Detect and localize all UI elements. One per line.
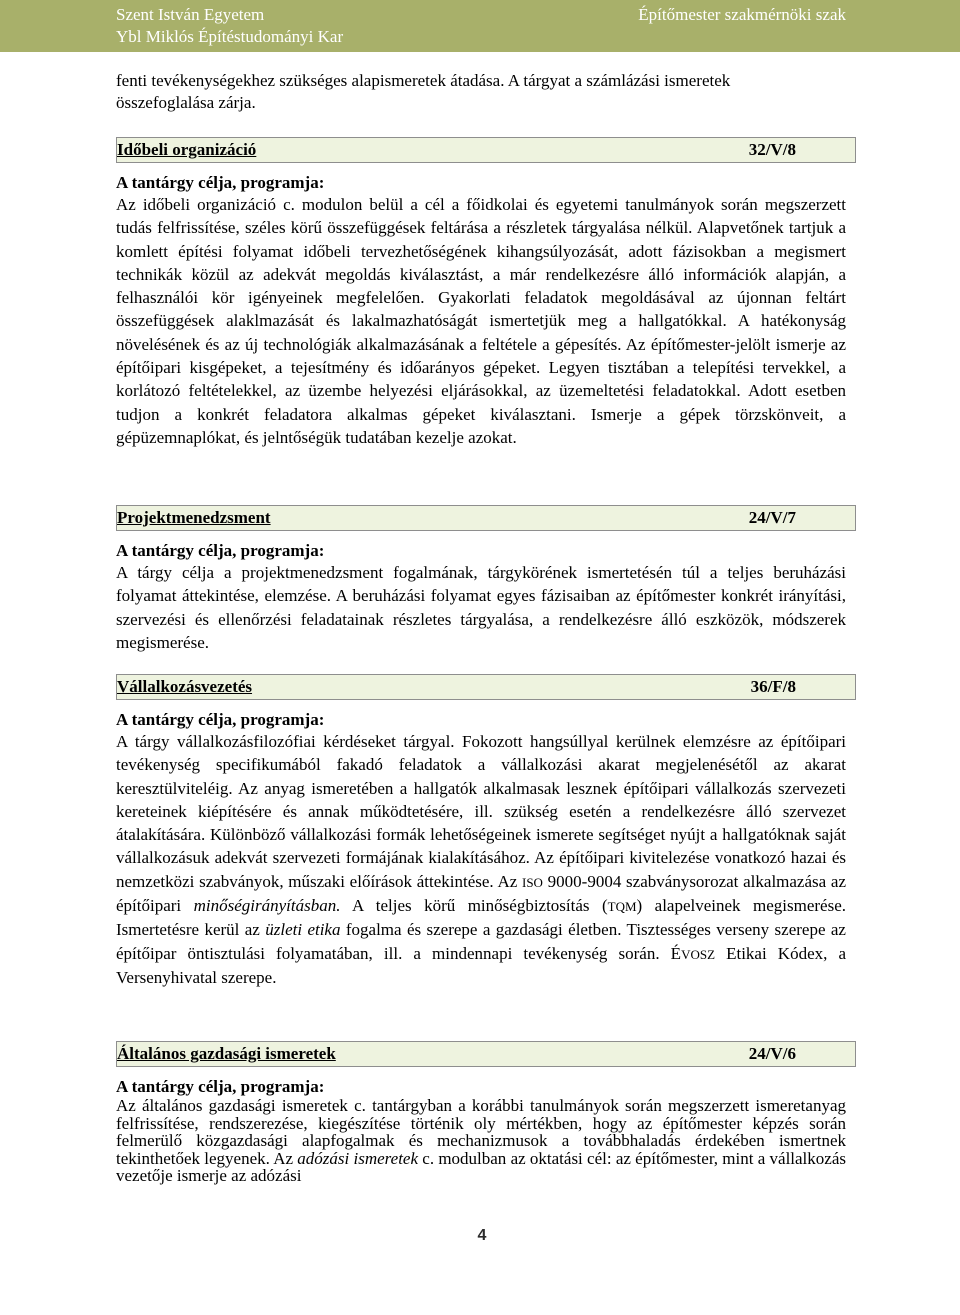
course-title-bar: [116, 674, 856, 700]
course-subtitle: A tantárgy célja, programja:: [116, 1077, 325, 1096]
course-title-bar: [116, 137, 856, 163]
course-code: 24/V/7: [748, 508, 796, 527]
course-code: 36/F/8: [750, 677, 796, 696]
course-subtitle: A tantárgy célja, programja:: [116, 710, 325, 729]
abbreviation-evosz: VOSZ: [681, 946, 716, 962]
course-subtitle: A tantárgy célja, programja:: [116, 173, 325, 192]
faculty-name: Ybl Miklós Építéstudományi Kar: [116, 27, 344, 46]
intro-line-1: fenti tevékenységekhez szükséges alapismeretek átadása. A tárgyat a számlázási ismeretek: [116, 71, 731, 90]
abbreviation-tqm: TQM: [607, 899, 637, 915]
course-section-idobeli-organizacio: [116, 137, 856, 449]
page-header: [0, 0, 960, 52]
text-segment: c. modulban az oktatási cél: az építőmester, mint a vállalkozás vezetője ismerje az adózási: [116, 1148, 846, 1185]
course-title-bar: [116, 505, 856, 531]
intro-line-2: összefoglalása zárja.: [116, 92, 256, 112]
course-title: Projektmenedzsment: [117, 508, 271, 527]
course-title-bar: [116, 1041, 856, 1067]
text-segment: Etikai Kódex, a Versenyhivatal szerepe.: [116, 943, 847, 987]
course-title: Általános gazdasági ismeretek: [117, 1044, 336, 1063]
emphasis-term: üzleti etika: [265, 920, 341, 940]
text-segment: fogalma és szerepe a gazdasági életben. Tisztességes verseny szerepe az építőipar öntisztulási folyamatában, ill. a mindennapi tevékenység során. É: [116, 920, 846, 963]
course-code: 32/V/8: [748, 140, 796, 159]
text-segment: A tárgy vállalkozásfilozófiai kérdéseket tárgyal. Fokozott hangsúllyal kerülnek elemzésre az építőipari tevékenység specifikumából fakadó feladatok a vállalkozási akarat megjelenésétől az akarat keresztülviteléig. Az anyag ismeretében a hallgatók alkalmasak lesznek építőipari vállalkozás szervezeti kereteinek kiépítésére és annak működtetésére, ill. szükség esetén a rendelkezésre álló szervezet átalakítására. Különböző vállalkozási formák lehetőségeinek ismerete segítséget nyújt a hallgatóknak saját vállalkozásuk adekvát szervezeti formájának kialakításához. Az építőipari kivitelezése vonatkozó hazai és nemzetközi szabványok, műszaki előírások áttekintése. Az: [116, 732, 846, 891]
page-number: 4: [477, 1227, 487, 1244]
course-description: A tárgy célja a projektmenedzsment fogalmának, tárgykörének ismertetésén túl a teljes beruházási folyamat áttekintése, elemzése. A beruházási folyamat egyes fázisaiban az építőmester konkrét irányítási, szervezési és ellenőrzési feladatainak részletes tárgyalása, a rendelkezésre álló eszközök, módszerek megismerése.: [116, 563, 846, 652]
university-name: Szent István Egyetem: [116, 5, 265, 24]
text-segment: A teljes körű minőségbiztosítás (: [340, 896, 608, 916]
course-title: Vállalkozásvezetés: [117, 677, 253, 696]
text-segment: Az általános gazdasági ismeretek c. tantárgyban a korábbi tanulmányok során megszerzett ismeretanyag felfrissítése, rendszerezése, kiegészítése történik oly mértékben, hogy az építőmester képzés során felmerülő közgazdasági alapfogalmak és mechanizmusok a továbbhaladás érdekében ismertnek tekinthetőek legyenek. Az: [116, 1096, 846, 1168]
emphasis-term: minőségirányításban.: [193, 896, 341, 916]
course-description: Az időbeli organizáció c. modulon belül a cél a főidkolai és egyetemi tanulmányok során megszerzett tudás felfrissítése, széles körű összefüggések feltárása a részletek tárgyalása nélkül. Alapvetőnek tartjuk a komlett építési folyamat időbeli tervezhetőségének kihangsúlyozását, adott fázisokban a megismert technikák közül az adekvát megoldás kiválasztást, a már rendelkezésre álló információk alapján, a felhasználói kör igényeinek megfelelően. Gyakorlati feladatok megoldásával az újonnan feltárt összefüggések alaklmazását és lakalmazhatóságát ismertetjük meg a hallgatókkal. A hatékonyság növelésének és az új technológiák alkalmazásának a feltétele a gépesítés. Az építőmester-jelölt ismerje az építőipari kisgépeket, a tejesítmény és időarányos gépeket. Legyen tisztában a telepítési tervekkel, a korlátozó feltételekkel, az üzembe helyezési eljárásokkal, az üzemeltetési feladatokkal. Adott esetben tudjon a konkrét feladatora alkalmas gépeket kiválasztani. Ismerje a gépek törzskönveit, a gépüzemnaplókat, és jelntőségük tudatában kezelje azokat.: [116, 195, 846, 447]
course-description: [116, 730, 846, 989]
text-segment: ) alapelveinek megismerése. Ismertetésre kerül az: [116, 896, 847, 940]
course-section-vallalkozasvezetes: [116, 674, 856, 989]
emphasis-term: adózási ismeretek: [297, 1148, 419, 1168]
abbreviation-iso: ISO: [522, 874, 543, 890]
program-name: Építőmester szakmérnöki szak: [638, 5, 846, 24]
course-subtitle: A tantárgy célja, programja:: [116, 541, 325, 560]
intro-paragraph: [116, 70, 846, 113]
course-section-projektmenedzsment: [116, 505, 856, 654]
text-segment: 9000-9004 szabványsorozat alkalmazása az építőipari: [116, 871, 846, 916]
course-code: 24/V/6: [748, 1044, 796, 1063]
course-title: Időbeli organizáció: [117, 140, 257, 159]
course-section-altalanos-gazdasagi-ismeretek: [116, 1041, 856, 1185]
course-description: [116, 1097, 846, 1185]
